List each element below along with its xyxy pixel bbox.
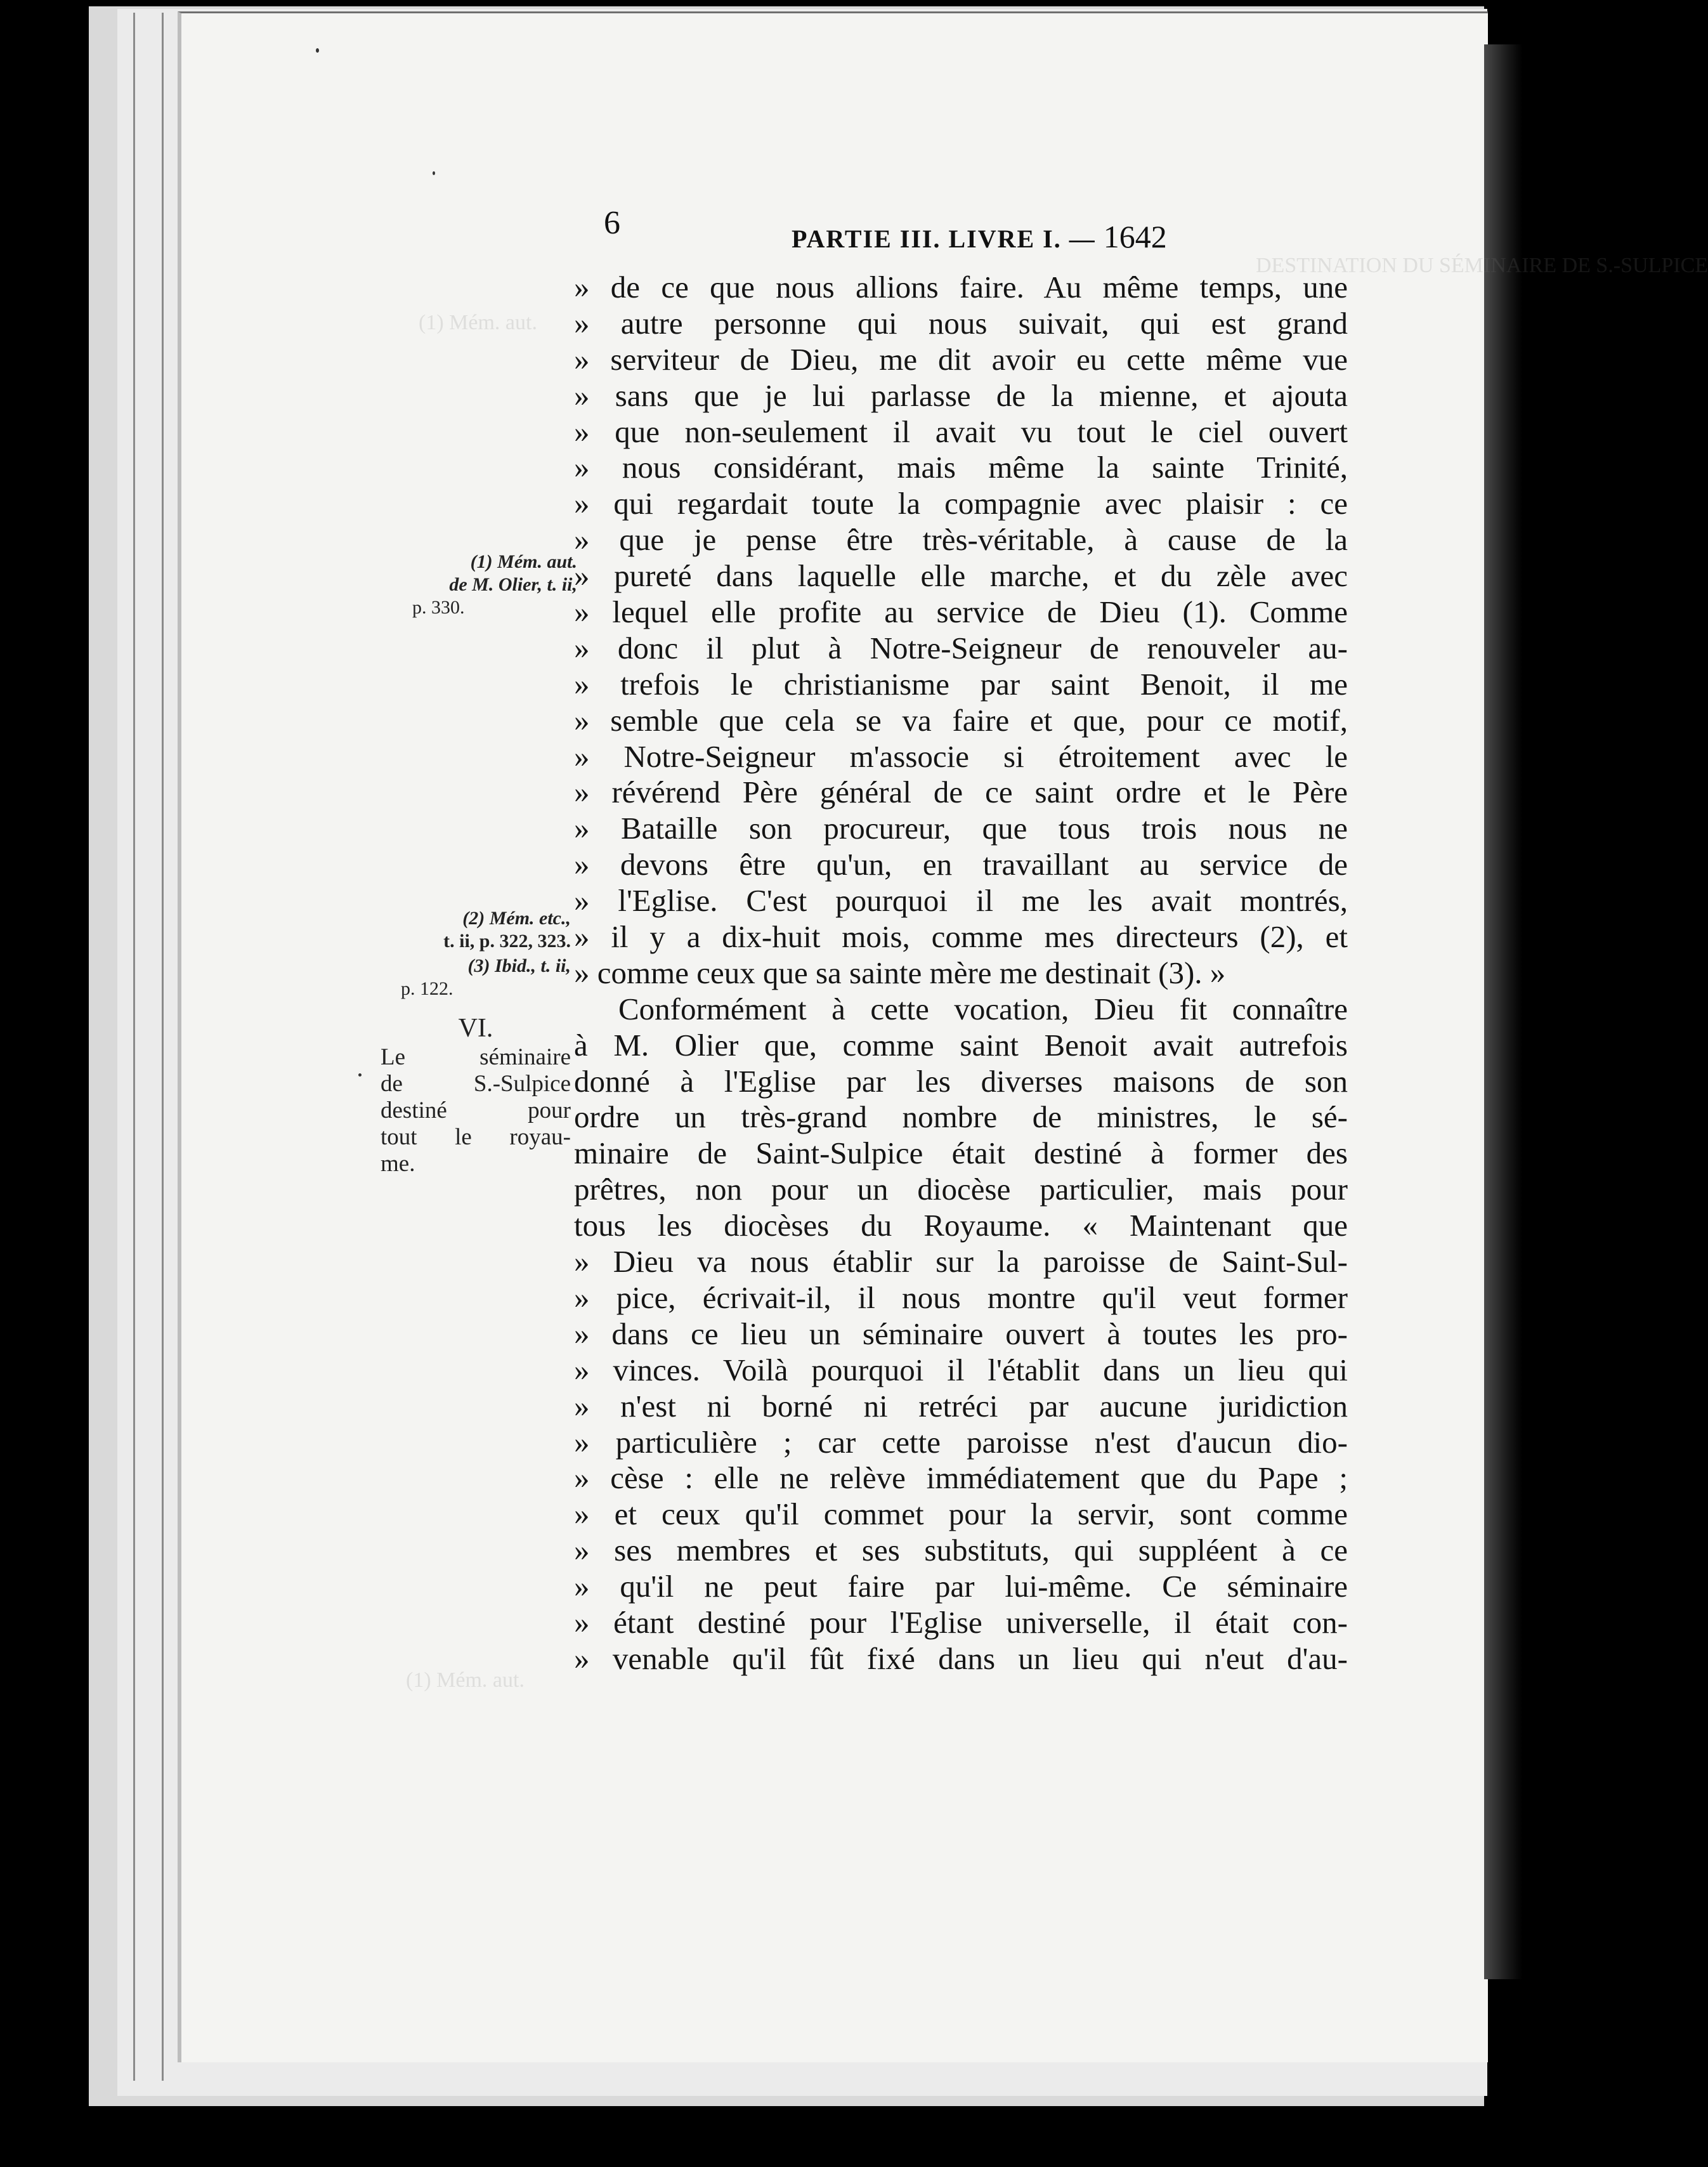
text-line: » il y a dix-huit mois, comme mes directeurs (2), et [574, 919, 1348, 955]
text-line: minaire de Saint-Sulpice était destiné à former des [574, 1136, 1348, 1171]
text-line: » lequel elle profite au service de Dieu (1). Comme [574, 594, 1348, 630]
section-number: VI. [458, 1014, 493, 1043]
text-line: » sans que je lui parlasse de la mienne, et ajouta [574, 377, 1348, 413]
text-line: » devons être qu'un, en travaillant au service de [574, 847, 1348, 882]
text-line: » serviteur de Dieu, me dit avoir eu cette même vue [574, 341, 1348, 377]
text-line: prêtres, non pour un diocèse particulier, mais pour [574, 1172, 1348, 1207]
footnote-line: p. 122. [401, 978, 453, 999]
text-line: tous les diocèses du Royaume. « Maintenant que [574, 1208, 1348, 1243]
text-line: » pureté dans laquelle elle marche, et du zèle avec [574, 558, 1348, 594]
running-year: 1642 [1103, 219, 1167, 254]
text-line: » l'Eglise. C'est pourquoi il me les avait montrés, [574, 883, 1348, 919]
text-line: » dans ce lieu un séminaire ouvert à toutes les pro- [574, 1316, 1348, 1351]
paragraph-start-line: Conformément à cette vocation, Dieu fit connaître [618, 991, 1348, 1026]
text-line: » de ce que nous allions faire. Au même temps, une [574, 270, 1348, 304]
bleed-through-text: (1) Mém. aut. [419, 311, 537, 334]
text-line: donné à l'Eglise par les diverses maisons de son [574, 1063, 1348, 1099]
text-line: » vinces. Voilà pourquoi il l'établit dans un lieu qui [574, 1352, 1348, 1387]
text-line: » particulière ; car cette paroisse n'est d'aucun dio- [574, 1424, 1348, 1460]
running-title: PARTIE III. LIVRE I. — [792, 225, 1096, 253]
footnote-2 [400, 907, 571, 953]
text-line: » venable qu'il fût fixé dans un lieu qui n'eut d'au- [574, 1640, 1348, 1676]
text-line: » autre personne qui nous suivait, qui est grand [574, 305, 1348, 341]
text-line: à M. Olier que, comme saint Benoit avait autrefois [574, 1027, 1348, 1063]
text-line: » Notre-Seigneur m'associe si étroitement avec le [574, 738, 1348, 774]
text-line: » cèse : elle ne relève immédiatement que du Pape ; [574, 1460, 1348, 1496]
footnote-line: de M. Olier, t. ii, [449, 574, 577, 595]
bleed-through-text: (1) Mém. aut. [406, 1668, 525, 1692]
page-number: 6 [604, 205, 620, 241]
footnote-line: p. 330. [412, 597, 465, 618]
footnote-line: t. ii, p. 322, 323. [443, 931, 571, 952]
footnote-line: (2) Mém. etc., [462, 908, 571, 929]
text-line: » nous considérant, mais même la sainte Trinité, [574, 450, 1348, 485]
text-line: » donc il plut à Notre-Seigneur de renouveler au- [574, 630, 1348, 665]
scan-speck [316, 48, 319, 53]
text-line: » semble que cela se va faire et que, pour ce motif, [574, 702, 1348, 738]
footnote-1 [406, 551, 577, 619]
text-line: » Dieu va nous établir sur la paroisse de Saint-Sul- [574, 1244, 1348, 1280]
footnote-3 [400, 955, 571, 1000]
text-line: ordre un très-grand nombre de ministres, le sé- [574, 1099, 1348, 1135]
text-line: » que non-seulement il avait vu tout le ciel ouvert [574, 414, 1348, 449]
summary-line: destiné pour [381, 1097, 571, 1123]
text-line: » qui regardait toute la compagnie avec plaisir : ce [574, 486, 1348, 521]
text-line: » qu'il ne peut faire par lui-même. Ce séminaire [574, 1569, 1348, 1604]
bleed-through-text: DESTINATION DU SÉMINAIRE DE S.-SULPICE [1256, 254, 1708, 277]
text-line: » Bataille son procureur, que tous trois nous ne [574, 811, 1348, 846]
running-head [792, 218, 1167, 255]
summary-line: me. [381, 1151, 415, 1177]
text-line: » trefois le christianisme par saint Benoit, il me [574, 666, 1348, 702]
marginal-summary [381, 1015, 571, 1177]
footnote-line: (3) Ibid., t. ii, [467, 955, 571, 976]
scan-speck [358, 1073, 362, 1077]
page-edge-line [133, 13, 135, 2081]
text-line: » révérend Père général de ce saint ordre et le Père [574, 775, 1348, 810]
text-line: » ses membres et ses substituts, qui suppléent à ce [574, 1533, 1348, 1568]
summary-line: de S.-Sulpice [381, 1071, 571, 1097]
footnote-line: (1) Mém. aut. [470, 551, 577, 572]
text-line: » comme ceux que sa sainte mère me destinait (3). » [574, 955, 1226, 990]
summary-line: Le séminaire [381, 1044, 571, 1070]
text-line: » n'est ni borné ni retréci par aucune juridiction [574, 1388, 1348, 1424]
scan-speck [433, 171, 435, 175]
text-line: » pice, écrivait-il, il nous montre qu'il veut former [574, 1280, 1348, 1315]
summary-line: tout le royau- [381, 1124, 571, 1150]
page-edge-line [162, 13, 164, 2081]
text-line: » que je pense être très-véritable, à cause de la [574, 522, 1348, 558]
text-line: » et ceux qu'il commet pour la servir, sont comme [574, 1496, 1348, 1532]
book-spine-shadow [1484, 44, 1522, 1979]
text-line: » étant destiné pour l'Eglise universelle, il était con- [574, 1604, 1348, 1640]
body-text [574, 270, 1348, 1677]
